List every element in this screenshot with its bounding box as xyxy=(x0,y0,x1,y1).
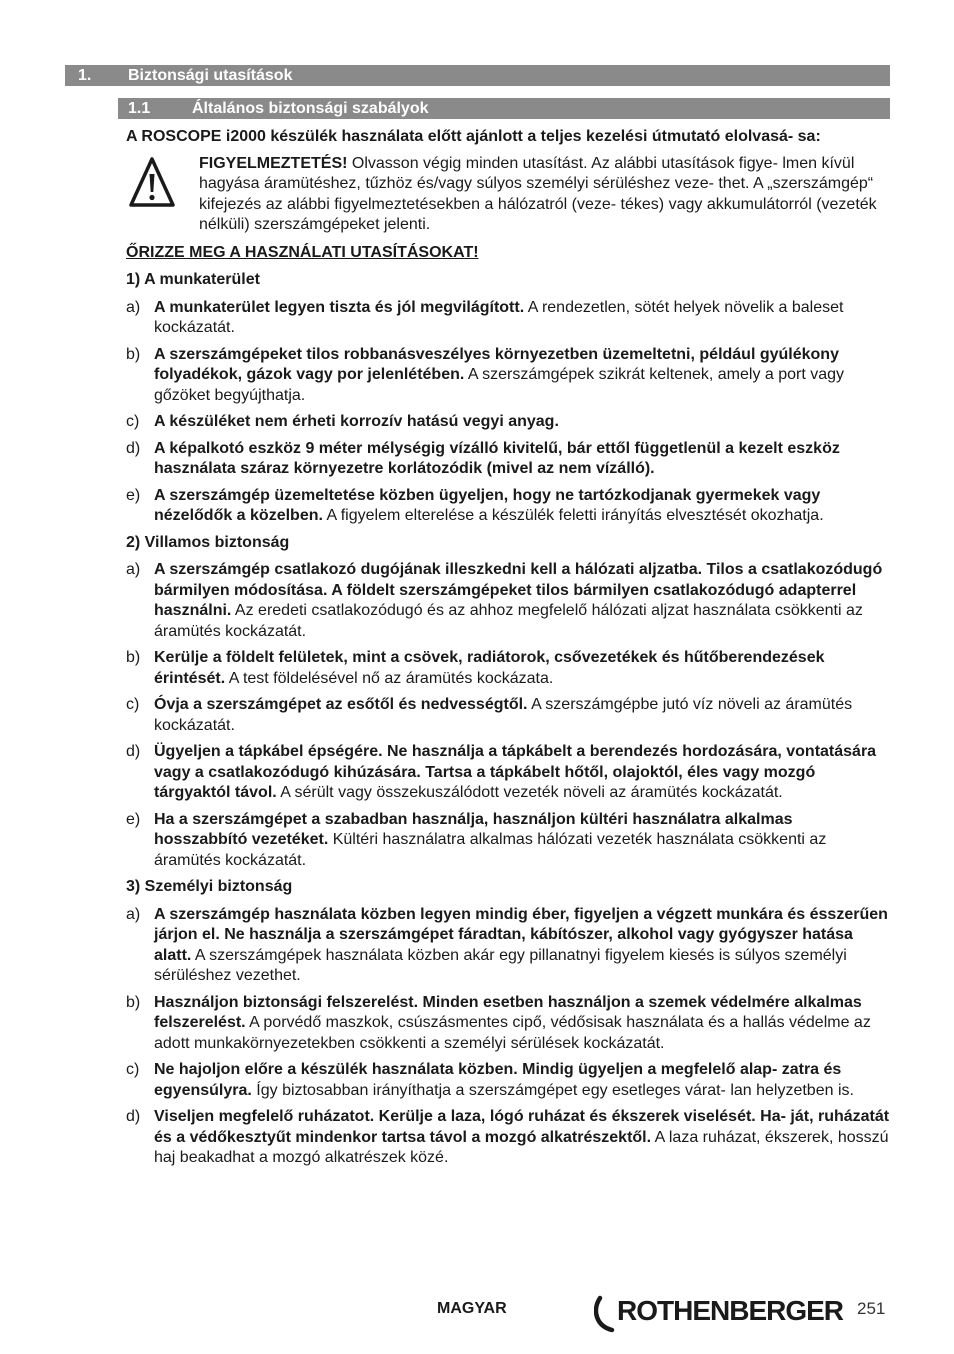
warning-text: Olvasson végig minden utasítást. Az alábbi utasítások figye- lmen kívül hagyása áramütéshez, tűzhöz és/vagy súlyos személyi sérüléshez veze- thet. A „szerszámgép“ kifejezés az alábbi figyelmeztetésekben a hálózatról (veze- tékes) vagy akkumulátorról (vezeték nélküli) szerszámgépeket jelenti. xyxy=(199,154,877,233)
list-item-letter: b) xyxy=(126,993,141,1011)
list-item-letter: b) xyxy=(126,649,141,666)
section-heading: 2) Villamos biztonság xyxy=(126,533,290,551)
list-item xyxy=(126,345,890,407)
list-item-body xyxy=(154,648,890,689)
list-item-letter: a) xyxy=(126,561,141,578)
list-item-text: A porvédő maszkok, csúszásmentes cipő, védősisak használata és a hallás védelme az adott munkakörnyezetekben csökkenti a személyi sérülések kockázatát. xyxy=(154,1014,871,1052)
rothenberger-logo xyxy=(594,1294,844,1334)
sections-container xyxy=(126,270,890,1169)
warning-block xyxy=(126,154,890,236)
list-item-letter: d) xyxy=(126,439,141,457)
list-item xyxy=(126,993,890,1055)
section-title: Biztonsági utasítások xyxy=(128,67,293,84)
list-item-body xyxy=(154,695,890,736)
section-heading-bar xyxy=(65,65,890,86)
list-item-body xyxy=(154,1060,890,1101)
list-item-bold-text: Viseljen megfelelő ruházatot. Kerülje a laza, lógó ruházat és ékszerek viselését. Ha- ját, ruházatát és a védőkesztyűt mindenkor tartsa távol a mozgó alkatrészektől. xyxy=(154,1108,890,1146)
list-item-letter: a) xyxy=(126,905,141,923)
list-item-text: A sérült vagy összekuszálódott vezeték növeli az áramütés kockázatát. xyxy=(276,784,783,801)
keep-instructions-heading: ŐRIZZE MEG A HASZNÁLATI UTASÍTÁSOKAT! xyxy=(126,243,479,261)
list-item-letter: e) xyxy=(126,486,141,504)
list-item xyxy=(126,648,890,689)
list-item-letter: d) xyxy=(126,743,141,760)
section-heading: 3) Személyi biztonság xyxy=(126,878,293,895)
list-item-letter: c) xyxy=(126,1061,140,1078)
list-item-text: A szerszámgépbe jutó víz növeli az áramütés kockázatát. xyxy=(154,696,853,734)
list-item xyxy=(126,439,890,480)
list-item-text: A laza ruházat, ékszerek, hosszú haj beakadhat a mozgó alkatrészek közé. xyxy=(154,1128,889,1166)
list-item-body xyxy=(154,560,890,642)
page-content xyxy=(126,127,890,1175)
list-item-text: A szerszámgépek szikrát keltenek, amely a port vagy gőzöket begyújthatja. xyxy=(154,366,845,404)
list-item-bold-text: A szerszámgép üzemeltetése közben ügyeljen, hogy ne tartózkodjanak gyermekek vagy nézelődők a közelben. xyxy=(154,486,821,524)
list-item-letter: b) xyxy=(126,345,141,363)
list-item-bold-text: Ügyeljen a tápkábel épségére. Ne használja a tápkábelt a berendezés hordozására, vontatására vagy a csatlakozódugó kihúzására. Tartsa a tápkábelt hőtől, olajoktól, éles vagy mozgó tárgyaktól távol. xyxy=(154,743,877,801)
list-item-text: A test földelésével nő az áramütés kockázata. xyxy=(225,669,554,687)
list-item-letter: d) xyxy=(126,1108,141,1125)
warning-label: FIGYELMEZTETÉS! xyxy=(199,154,348,172)
list-item xyxy=(126,810,890,872)
list-item xyxy=(126,560,890,642)
page-number: 251 xyxy=(857,1299,886,1318)
logo-wordmark: ROTHENBERGER xyxy=(617,1295,844,1326)
list-item-body xyxy=(154,345,890,407)
list-item xyxy=(126,1107,890,1169)
list-item xyxy=(126,412,890,433)
list-item-body xyxy=(154,439,890,480)
list-item-body xyxy=(154,486,890,527)
list-item-bold-text: A képalkotó eszköz 9 méter mélységig vízálló kivitelű, bár ettől függetlenül a kezelt eszköz használata száraz környezetre korlátozódik (mivel az nem vízálló). xyxy=(154,439,840,477)
list-item-text: Kültéri használatra alkalmas hálózati vezeték használata csökkenti az áramütés kockázatát. xyxy=(154,831,827,869)
list-item-text: A szerszámgépek használata közben akár egy pillanatnyi figyelem kiesés is súlyos személyi sérüléshez vezethet. xyxy=(154,946,847,984)
list-item xyxy=(126,298,890,339)
list-item-body xyxy=(154,810,890,872)
list-item-bold-text: Kerülje a földelt felületek, mint a csövek, radiátorok, csővezetékek és hűtőberendezések érintését. xyxy=(154,649,825,687)
intro-text: A ROSCOPE i2000 készülék használata előtt ajánlott a teljes kezelési útmutató elolvasá- sa: xyxy=(126,128,821,145)
list-item-letter: c) xyxy=(126,696,140,713)
list-item-bold-text: Ha a szerszámgépet a szabadban használja, használjon kültéri használatra alkalmas hosszabbító vezetéket. xyxy=(154,810,793,848)
list-item-body xyxy=(154,993,890,1055)
section-number: 1. xyxy=(78,67,92,84)
list-item-text: Így biztosabban irányíthatja a szerszámgépet egy esetleges várat- lan helyzetben is. xyxy=(251,1081,854,1099)
list-item-letter: e) xyxy=(126,810,141,828)
list-item-bold-text: A szerszámgépeket tilos robbanásveszélyes környezetben üzemeltetni, például gyúlékony folyadékok, gázok vagy por jelenlétében. xyxy=(154,345,839,383)
list-item-body xyxy=(154,905,890,987)
list-item-bold-text: A készüléket nem érheti korrozív hatású vegyi anyag. xyxy=(154,413,559,430)
list-item-letter: a) xyxy=(126,298,141,316)
list-item-bold-text: Használjon biztonsági felszerelést. Minden esetben használjon a szemek védelmére alkalmas felszerelést. xyxy=(154,993,862,1031)
warning-triangle-icon xyxy=(128,156,176,208)
list-item xyxy=(126,905,890,987)
list-item xyxy=(126,1060,890,1101)
footer-language: MAGYAR xyxy=(437,1300,507,1317)
list-item xyxy=(126,742,890,804)
list-item-body xyxy=(154,742,890,804)
list-item xyxy=(126,695,890,736)
list-item-text: Az eredeti csatlakozódugó és az ahhoz megfelelő hálózati aljzat használata csökkenti az áramütés kockázatát. xyxy=(154,602,863,640)
subsection-number: 1.1 xyxy=(128,100,151,117)
list-item-text: A figyelem elterelése a készülék feletti irányítás elvesztését okozhatja. xyxy=(322,507,824,524)
list-item-bold-text: A munkaterület legyen tiszta és jól megvilágított. xyxy=(154,298,525,316)
list-item-bold-text: A szerszámgép használata közben legyen mindig éber, figyeljen a végzett munkára és ésszerűen járjon el. Ne használja a szerszámgépet fáradtan, kábítószer, alkohol vagy gyógyszer hatása alatt. xyxy=(154,905,888,964)
list-item-bold-text: Ne hajoljon előre a készülék használata közben. Mindig ügyeljen a megfelelő alap- zatra és egyensúlyra. xyxy=(154,1061,842,1099)
subsection-heading-bar xyxy=(118,98,890,119)
list-item-body xyxy=(154,412,890,433)
list-item-bold-text: Óvja a szerszámgépet az esőtől és nedvességtől. xyxy=(154,696,528,713)
list-item-body xyxy=(154,298,890,339)
list-item-letter: c) xyxy=(126,413,140,430)
section-heading: 1) A munkaterület xyxy=(126,271,260,288)
list-item-bold-text: A szerszámgép csatlakozó dugójának illeszkedni kell a hálózati aljzatba. Tilos a csatlakozódugó bármilyen módosítása. A földelt szerszámgépeket tilos bármilyen csatlakozódugó adapterrel használni. xyxy=(154,561,883,619)
list-item-body xyxy=(154,1107,890,1169)
subsection-title: Általános biztonsági szabályok xyxy=(192,100,429,117)
list-item-text: A rendezetlen, sötét helyek növelik a baleset kockázatát. xyxy=(154,298,844,336)
list-item xyxy=(126,486,890,527)
